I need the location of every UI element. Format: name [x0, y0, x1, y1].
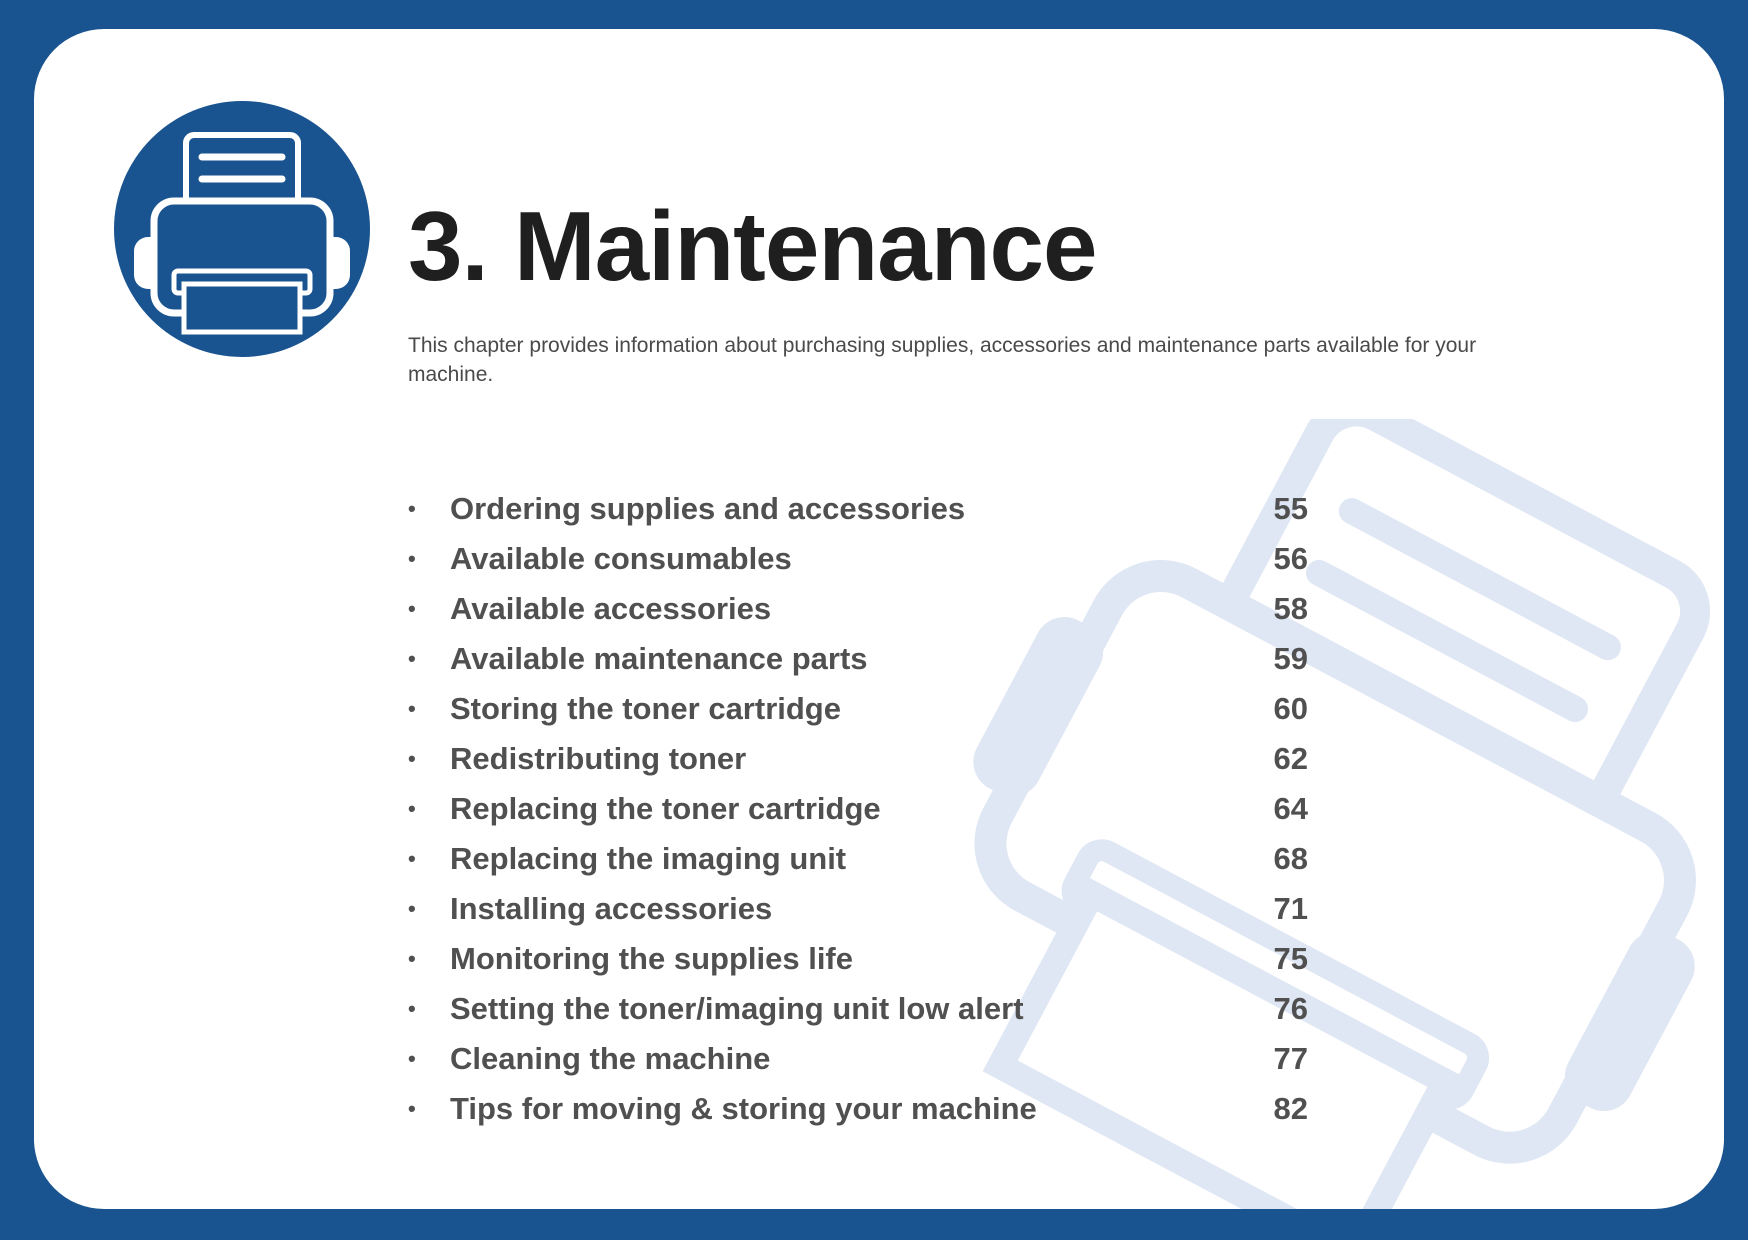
toc-item-low-alert[interactable]	[408, 984, 1308, 1034]
page-card	[34, 29, 1724, 1209]
toc-item-installing-accessories[interactable]	[408, 884, 1308, 934]
toc-item-available-maintenance-parts[interactable]	[408, 634, 1308, 684]
toc-item-available-consumables[interactable]	[408, 534, 1308, 584]
toc-page-number: 58	[1273, 591, 1308, 626]
toc-page-number: 76	[1273, 991, 1308, 1026]
toc-page-number: 77	[1273, 1041, 1308, 1076]
toc-item-replacing-imaging-unit[interactable]	[408, 834, 1308, 884]
toc-item-label: Setting the toner/imaging unit low alert	[450, 991, 1024, 1026]
bullet: •	[408, 946, 416, 971]
toc-item-monitoring-supplies[interactable]	[408, 934, 1308, 984]
toc-page-number: 71	[1273, 891, 1308, 926]
bullet: •	[408, 846, 416, 871]
bullet: •	[408, 996, 416, 1021]
bullet: •	[408, 896, 416, 921]
toc-page-number: 62	[1273, 741, 1308, 776]
toc-page-number: 60	[1273, 691, 1308, 726]
toc-item-label: Replacing the imaging unit	[450, 841, 847, 876]
toc-item-label: Installing accessories	[450, 891, 773, 926]
toc-item-label: Available maintenance parts	[450, 641, 868, 676]
toc-page-number: 64	[1273, 791, 1308, 826]
toc-item-label: Available accessories	[450, 591, 772, 626]
toc-item-redistributing-toner[interactable]	[408, 734, 1308, 784]
toc-item-cleaning-machine[interactable]	[408, 1034, 1308, 1084]
toc-item-label: Monitoring the supplies life	[450, 941, 853, 976]
toc-item-label: Storing the toner cartridge	[450, 691, 841, 726]
printer-badge-icon	[112, 99, 372, 359]
toc-item-moving-storing[interactable]	[408, 1084, 1308, 1134]
toc-page-number: 55	[1273, 491, 1308, 526]
table-of-contents	[408, 484, 1308, 1134]
toc-item-label: Ordering supplies and accessories	[450, 491, 966, 526]
bullet: •	[408, 696, 416, 721]
toc-page-number: 68	[1273, 841, 1308, 876]
bullet: •	[408, 1046, 416, 1071]
toc-item-available-accessories[interactable]	[408, 584, 1308, 634]
toc-page-number: 59	[1273, 641, 1308, 676]
toc-item-label: Available consumables	[450, 541, 792, 576]
bullet: •	[408, 596, 416, 621]
toc-item-ordering-supplies[interactable]	[408, 484, 1308, 534]
bullet: •	[408, 646, 416, 671]
bullet: •	[408, 546, 416, 571]
bullet: •	[408, 796, 416, 821]
toc-page-number: 82	[1273, 1091, 1308, 1126]
bullet: •	[408, 1096, 416, 1121]
toc-item-label: Replacing the toner cartridge	[450, 791, 881, 826]
toc-item-replacing-toner[interactable]	[408, 784, 1308, 834]
toc-item-label: Cleaning the machine	[450, 1041, 771, 1076]
toc-page-number: 56	[1273, 541, 1308, 576]
chapter-title: 3. Maintenance	[408, 191, 1097, 301]
toc-page-number: 75	[1273, 941, 1308, 976]
toc-item-label: Tips for moving & storing your machine	[450, 1091, 1037, 1126]
bullet: •	[408, 496, 416, 521]
toc-item-label: Redistributing toner	[450, 741, 747, 776]
bullet: •	[408, 746, 416, 771]
toc-item-storing-toner[interactable]	[408, 684, 1308, 734]
chapter-intro: This chapter provides information about purchasing supplies, accessories and maintenance parts available for your machine.	[408, 334, 1477, 386]
